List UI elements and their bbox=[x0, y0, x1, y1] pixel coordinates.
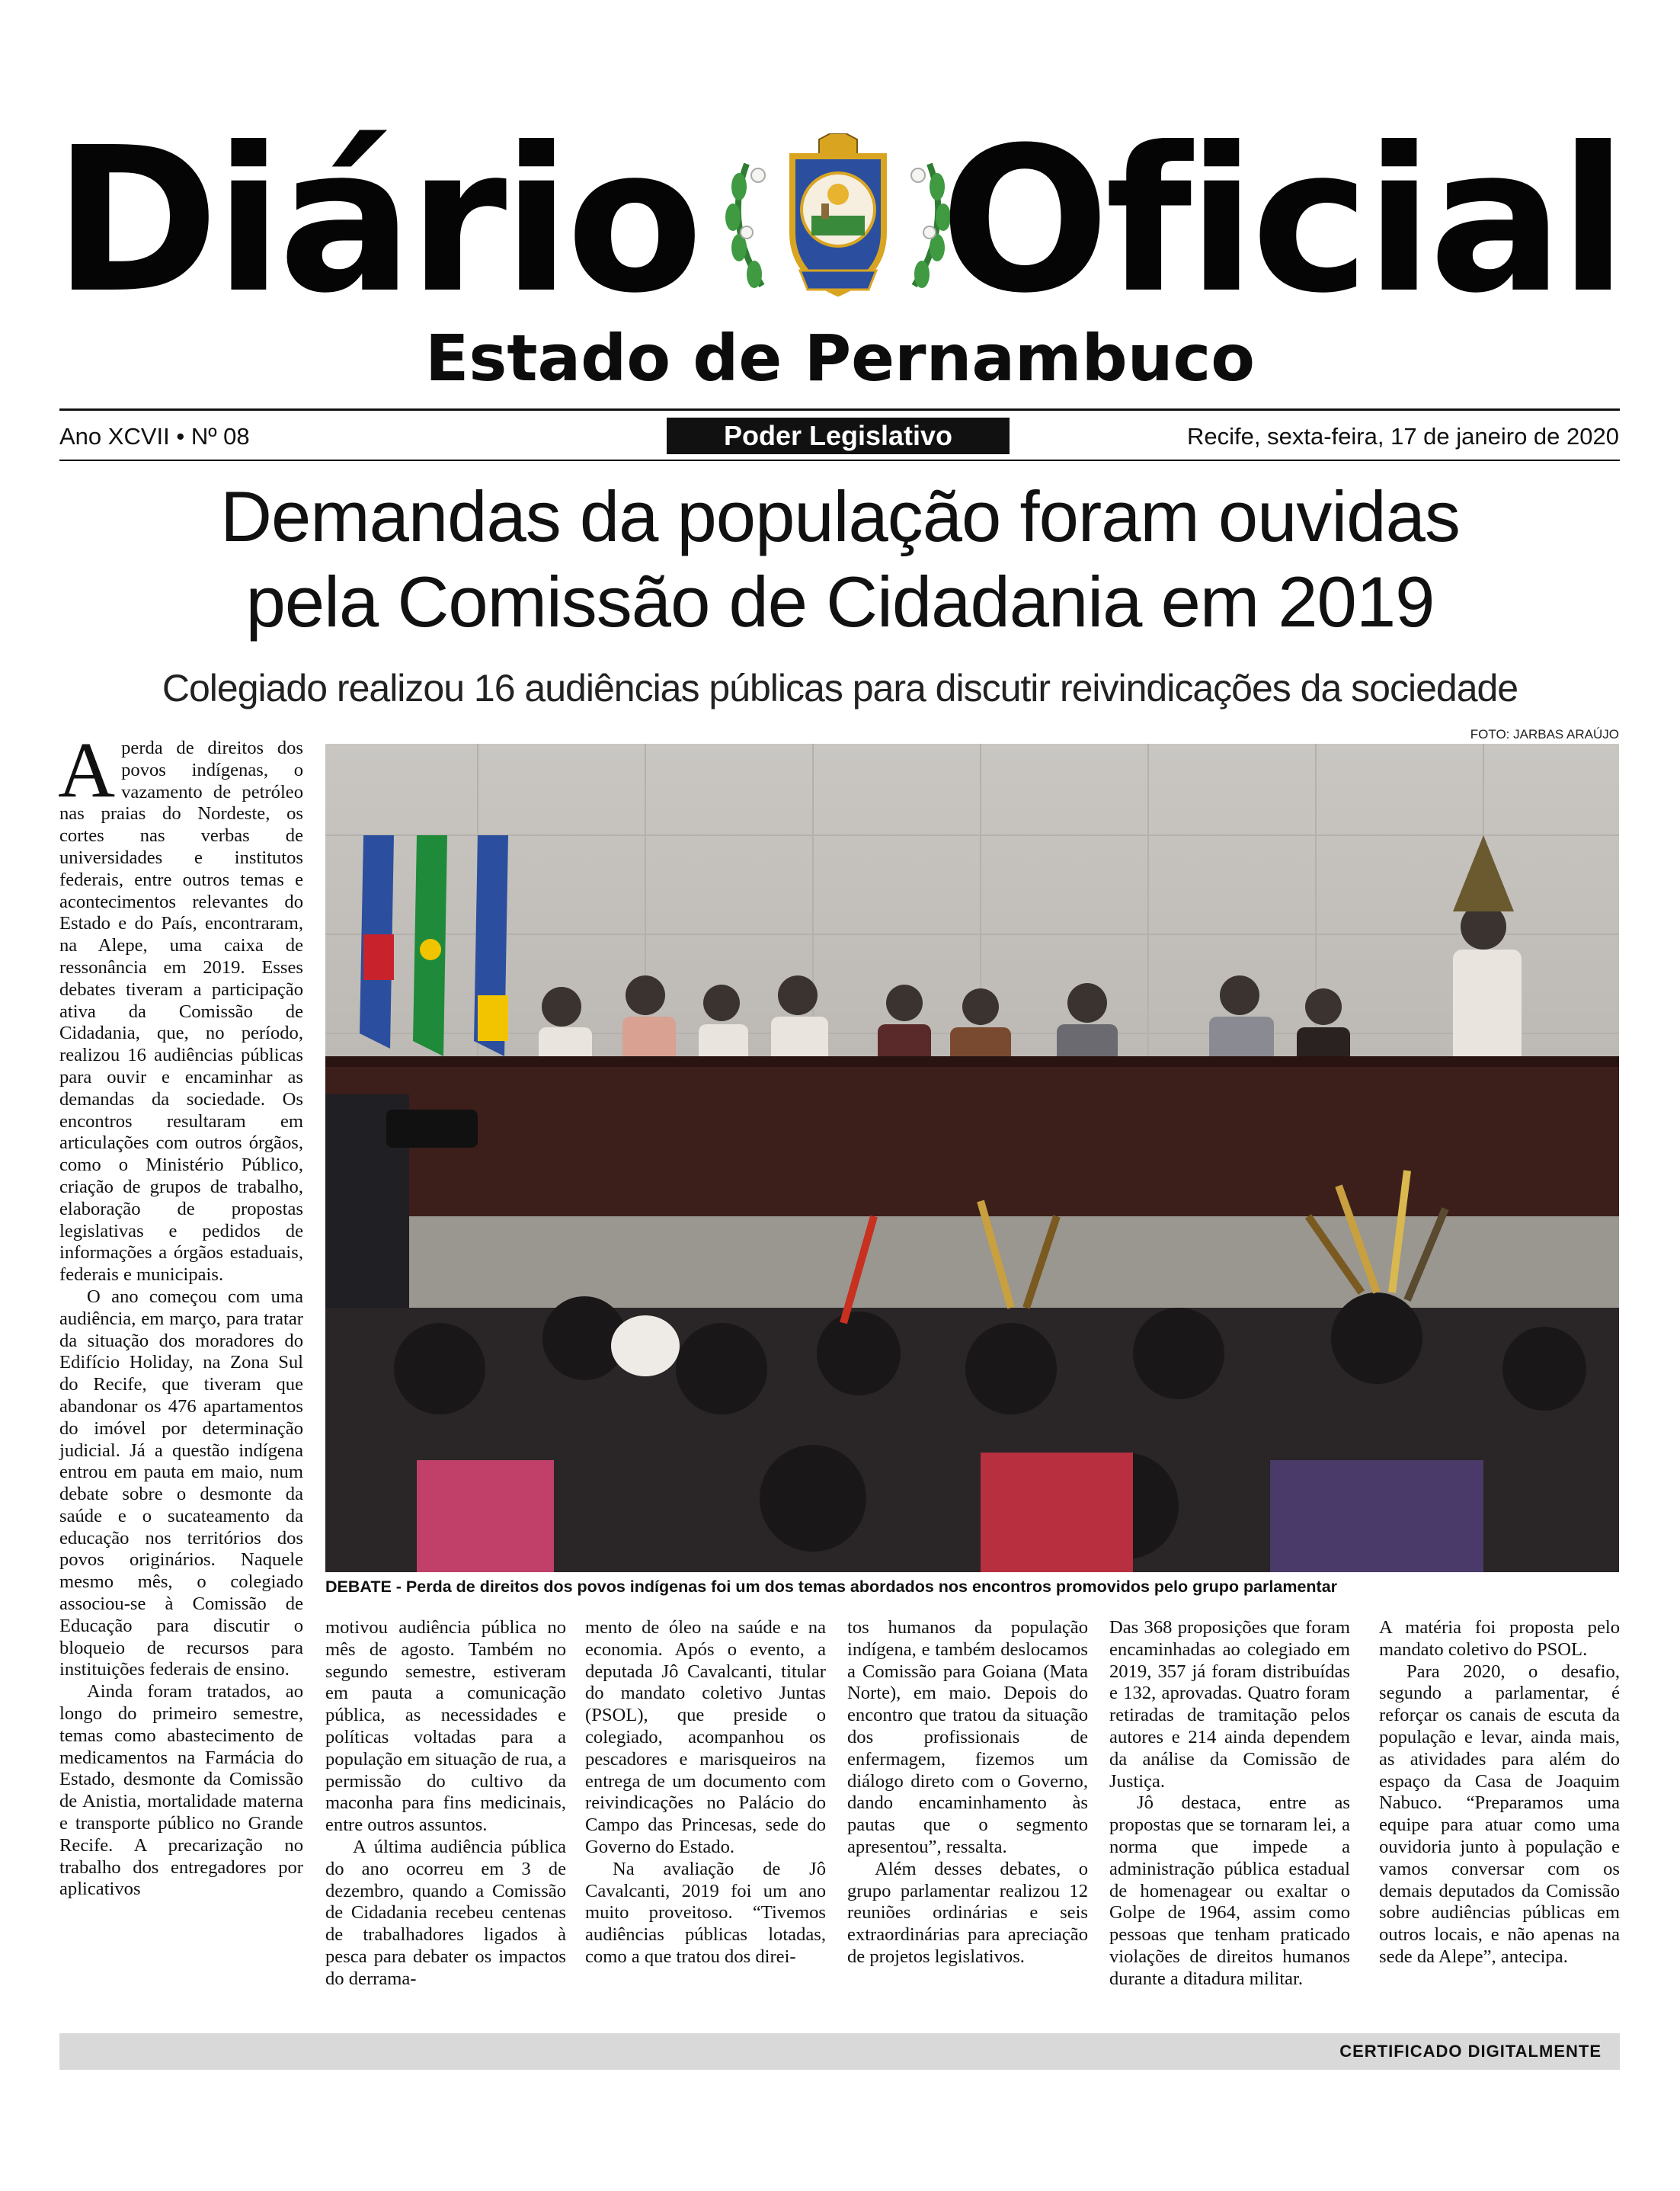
photo-credit: FOTO: JARBAS ARAÚJO bbox=[1470, 727, 1619, 742]
paragraph: tos humanos da população indígena, e também deslocamos a Comissão para Goiana (Mata Norte), em maio. Depois do encontro que tratou da situação dos profissionais de enfermagem, fizemos um diálogo direto com o Governo, dando encaminhamento às pautas que o segmento apresentou”, ressalta. bbox=[847, 1617, 1088, 1857]
paragraph: Ainda foram tratados, ao longo do primeiro semestre, temas como abastecimento de medicamentos na Farmácia do Estado, desmonte da Comissão de Anistia, mortalidade materna e transporte público no Grande Recife. A precarização no trabalho dos entregadores por aplicativos bbox=[59, 1681, 303, 1900]
footer-bar bbox=[59, 2033, 1620, 2070]
article-column-2 bbox=[325, 1617, 566, 1991]
masthead-rule-top bbox=[59, 408, 1620, 411]
article-column-6 bbox=[1379, 1617, 1620, 1968]
paragraph: O ano começou com uma audiência, em março, para tratar da situação dos moradores do Edifício Holiday, na Zona Sul do Recife, que tiveram que abandonar os 476 apartamentos do imóvel por determinação judicial. Já a questão indígena entrou em pauta em maio, num debate sobre o desmonte da saúde e o sucateamento da educação nos territórios dos povos originários. Naquele mesmo mês, o colegiado associou-se à Comissão de Educação para discutir o bloqueio de recursos para instituições federais de ensino. bbox=[59, 1286, 303, 1680]
paragraph: A última audiência pública do ano ocorreu em 3 de dezembro, quando a Comissão de Cidadania recebeu centenas de trabalhadores ligados à pesca para debater os impactos do derrama- bbox=[325, 1836, 566, 1989]
paragraph: mento de óleo na saúde e na economia. Após o evento, a deputada Jô Cavalcanti, titular do mandato coletivo Juntas (PSOL), que preside o colegiado, acompanhou os pescadores e marisqueiros na entrega de um documento com reivindicações no Palácio do Campo das Princesas, sede do Governo do Estado. bbox=[585, 1617, 826, 1857]
digital-certification-label: CERTIFICADO DIGITALMENTE bbox=[1339, 2042, 1602, 2061]
edition-number: Ano XCVII • Nº 08 bbox=[59, 423, 250, 450]
paragraph bbox=[58, 726, 303, 1286]
article-deck: Colegiado realizou 16 audiências públicas para discutir reivindicações da sociedade bbox=[162, 667, 1518, 710]
issue-date: Recife, sexta-feira, 17 de janeiro de 2020 bbox=[1187, 423, 1619, 450]
paragraph: Além desses debates, o grupo parlamentar realizou 12 reuniões ordinárias e seis extraordinárias para apreciação de projetos legislativos. bbox=[847, 1858, 1088, 1967]
photo-caption: DEBATE - Perda de direitos dos povos indígenas foi um dos temas abordados nos encontros promovidos pelo grupo parlamentar bbox=[325, 1578, 1338, 1596]
drop-cap: A bbox=[58, 726, 116, 814]
article-column-3 bbox=[585, 1617, 826, 1968]
paragraph: Jô destaca, entre as propostas que se tornaram lei, a norma que impede a administração pública estadual de homenagear ou exaltar o Golpe de 1964, assim como pessoas que tenham praticado violações de direitos humanos durante a ditadura militar. bbox=[1109, 1792, 1350, 1989]
paragraph-text: perda de direitos dos povos indígenas, o vazamento de petróleo nas praias do Nordeste, os cortes nas verbas de universidades e institutos federais, entre outros temas e acontecimentos relevantes do Estado e do País, encontraram, na Alepe, uma caixa de ressonância em 2019. Esses debates tiveram a participação ativa da Comissão de Cidadania, que, no período, realizou 16 audiências públicas para ouvir e encaminhar as demandas da sociedade. Os encontros resultaram em articulações com outros órgãos, como o Ministério Público, criação de grupos de trabalho, elaboração de propostas legislativas e pedidos de informações a órgãos estaduais, federais e municipais. bbox=[59, 738, 303, 1286]
article-headline bbox=[0, 474, 1680, 645]
masthead-subtitle: Estado de Pernambuco bbox=[424, 321, 1256, 396]
paragraph: Na avaliação de Jô Cavalcanti, 2019 foi um ano muito proveitoso. “Tivemos audiências públicas lotadas, como a que tratou dos direi- bbox=[585, 1858, 826, 1967]
section-badge: Poder Legislativo bbox=[667, 418, 1010, 454]
pernambuco-coat-of-arms-icon bbox=[716, 133, 960, 305]
paragraph: Das 368 proposições que foram encaminhadas ao colegiado em 2019, 357 já foram distribuídas e 132, aprovadas. Quatro foram retiradas de tramitação pelos autores e 214 ainda dependem da análise da Comissão de Justiça. bbox=[1109, 1617, 1350, 1792]
masthead-rule-bottom bbox=[59, 460, 1620, 461]
masthead bbox=[53, 104, 1623, 337]
paragraph: A matéria foi proposta pelo mandato coletivo do PSOL. bbox=[1379, 1617, 1620, 1660]
masthead-title-right: Oficial bbox=[939, 104, 1623, 337]
headline-line-2: pela Comissão de Cidadania em 2019 bbox=[245, 562, 1435, 642]
article-column-1 bbox=[58, 726, 303, 1901]
paragraph: motivou audiência pública no mês de agosto. Também no segundo semestre, estiveram em pauta a comunicação pública, as necessidades e políticas voltadas para a população em situação de rua, a permissão do cultivo da maconha para fins medicinais, entre outros assuntos. bbox=[325, 1617, 566, 1836]
article-photo bbox=[325, 744, 1619, 1572]
paragraph: Para 2020, o desafio, segundo a parlamentar, é reforçar os canais de escuta da população e levar, ainda mais, as atividades para além do espaço da Casa de Joaquim Nabuco. “Preparamos uma equipe para atuar como uma ouvidoria junto à população e vamos conversar com os demais deputados da Comissão sobre audiências públicas em outros locais, e não apenas na sede da Alepe”, antecipa. bbox=[1379, 1661, 1620, 1967]
headline-line-1: Demandas da população foram ouvidas bbox=[220, 476, 1460, 556]
masthead-title-left: Diário bbox=[53, 104, 699, 337]
article-column-5 bbox=[1109, 1617, 1350, 1991]
article-column-4 bbox=[847, 1617, 1088, 1968]
